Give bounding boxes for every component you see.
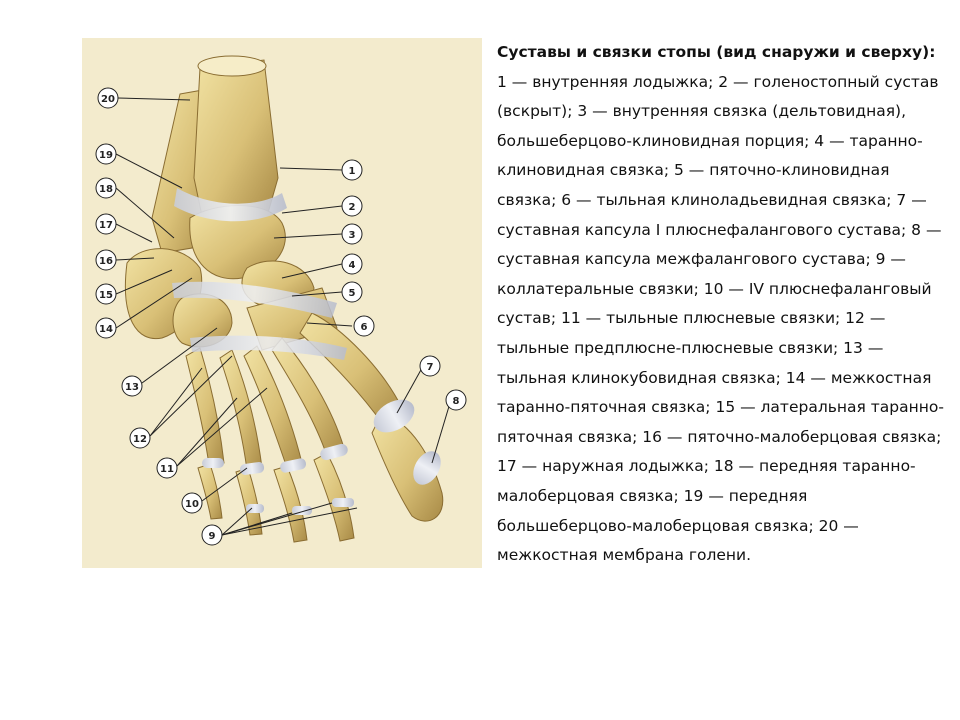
svg-text:1: 1 [348, 166, 356, 177]
callout-15 [96, 284, 116, 304]
svg-text:16: 16 [99, 256, 113, 267]
caption-heading: Суставы и связки стопы (вид снаружи и сверху): [497, 43, 936, 61]
svg-text:9: 9 [208, 531, 216, 542]
callout-1 [342, 160, 362, 180]
toe-4-ip-capsule [246, 504, 264, 513]
callout-14 [96, 318, 116, 338]
svg-text:11: 11 [160, 464, 174, 475]
callout-16 [96, 250, 116, 270]
toe-5 [198, 464, 222, 519]
caption-text [497, 38, 947, 571]
callout-11 [157, 458, 177, 478]
toe-2-ip-capsule [332, 498, 354, 507]
svg-text:7: 7 [426, 362, 434, 373]
callout-18 [96, 178, 116, 198]
foot-anatomy-illustration [82, 38, 482, 568]
caption-body: 1 — внутренняя лодыжка; 2 — голеностопный сустав (вскрыт); 3 — внутренняя связка (дельтовидная), большеберцово-клиновидная порция; 4 — таранно-клиновидная связка; 5 — пяточно-клиновидная связка; 6 — тыльная клиноладьевидная связка; 7 — суставная капсула I плюснефалангового сустава; 8 — суставная капсула межфалангового сустава; 9 — коллатеральные связки; 10 — IV плюснефаланговый сустав; 11 — тыльные плюсневые связки; 12 — тыльные предплюсне-плюсневые связки; 13 — тыльная клинокубовидная связка; 14 — межкостная таранно-пяточная связка; 15 — латеральная таранно-пяточная связка; 16 — пяточно-малоберцовая связка; 17 — наружная лодыжка; 18 — передняя таранно-малоберцовая связка; 19 — передняя большеберцово-малоберцовая связка; 20 — межкостная мембрана голени. [497, 72, 944, 565]
tibia-bone [194, 60, 278, 216]
callout-20 [98, 88, 118, 108]
callout-6 [354, 316, 374, 336]
svg-text:10: 10 [185, 499, 199, 510]
mtp-5-capsule [202, 458, 224, 468]
svg-text:6: 6 [360, 322, 368, 333]
svg-text:5: 5 [348, 288, 356, 299]
svg-text:14: 14 [99, 324, 113, 335]
metatarsal-5 [186, 348, 224, 465]
foot-drawing [82, 38, 482, 568]
svg-text:12: 12 [133, 434, 147, 445]
callout-5 [342, 282, 362, 302]
svg-text:18: 18 [99, 184, 113, 195]
svg-text:13: 13 [125, 382, 139, 393]
callout-19 [96, 144, 116, 164]
toe-3 [274, 466, 307, 542]
svg-text:2: 2 [348, 202, 356, 213]
tibia-cut-surface [198, 56, 266, 76]
svg-text:8: 8 [452, 396, 460, 407]
svg-text:4: 4 [348, 260, 356, 271]
callout-7 [420, 356, 440, 376]
toe-2 [314, 453, 354, 541]
callout-9 [202, 525, 222, 545]
svg-text:20: 20 [101, 94, 115, 105]
callout-3 [342, 224, 362, 244]
svg-text:3: 3 [348, 230, 356, 241]
callout-12 [130, 428, 150, 448]
svg-text:19: 19 [99, 150, 113, 161]
callout-4 [342, 254, 362, 274]
svg-text:15: 15 [99, 290, 113, 301]
callout-10 [182, 493, 202, 513]
svg-text:17: 17 [99, 220, 113, 231]
callout-17 [96, 214, 116, 234]
callout-13 [122, 376, 142, 396]
mtp-4-capsule [239, 461, 264, 475]
callout-2 [342, 196, 362, 216]
callout-8 [446, 390, 466, 410]
